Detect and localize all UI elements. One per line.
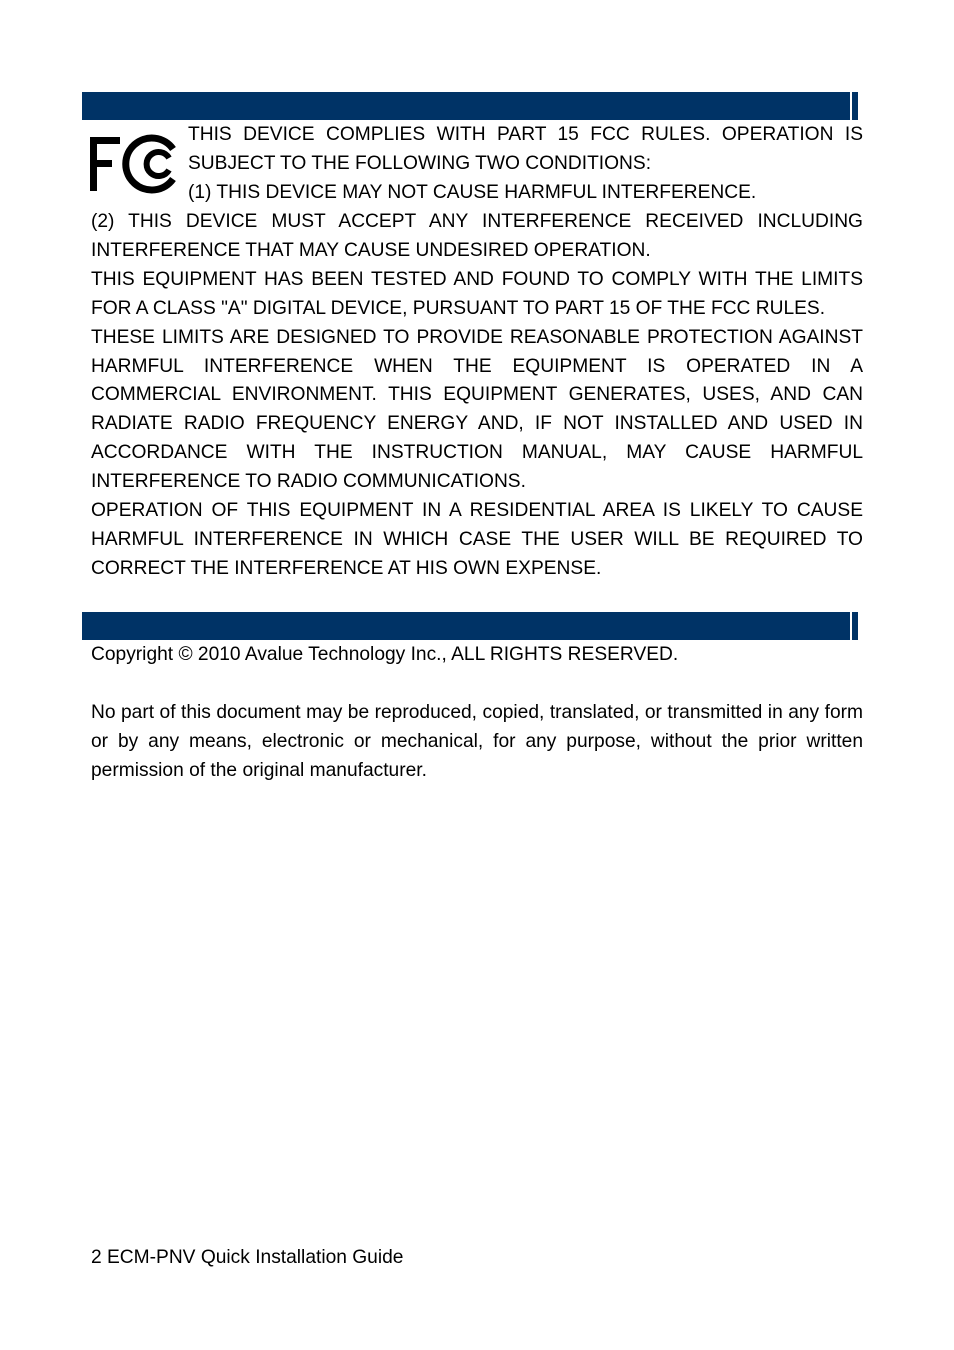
fcc-section-header-bar [82,92,858,120]
fcc-logo-icon [89,133,177,195]
fcc-body [91,208,863,584]
spacer [91,670,863,699]
fcc-intro [188,121,863,208]
copyright-statement: No part of this document may be reproduced, copied, translated, or transmitted in any form or by any means, electronic or mechanical, for any purpose, without the prior written permission of the original manufacturer. [91,701,863,781]
fcc-paragraph-2: THESE LIMITS ARE DESIGNED TO PROVIDE REASONABLE PROTECTION AGAINST HARMFUL INTERFERENCE WHEN THE EQUIPMENT IS OPERATED IN A COMMERCIAL ENVIRONMENT. THIS EQUIPMENT GENERATES, USES, AND CAN RADIATE RADIO FREQUENCY ENERGY AND, IF NOT INSTALLED AND USED IN ACCORDANCE WITH THE INSTRUCTION MANUAL, MAY CAUSE HARMFUL INTERFERENCE TO RADIO COMMUNICATIONS. [91,326,863,493]
copyright-notice: Copyright © 2010 Avalue Technology Inc., ALL RIGHTS RESERVED. [91,644,679,665]
fcc-intro-line-2: (1) THIS DEVICE MAY NOT CAUSE HARMFUL INTERFERENCE. [188,181,757,203]
fcc-intro-line-1: THIS DEVICE COMPLIES WITH PART 15 FCC RULES. OPERATION IS SUBJECT TO THE FOLLOWING TWO CONDITIONS: [188,124,863,174]
fcc-paragraph-1: THIS EQUIPMENT HAS BEEN TESTED AND FOUND TO COMPLY WITH THE LIMITS FOR A CLASS "A" DIGITAL DEVICE, PURSUANT TO PART 15 OF THE FCC RULES. [91,268,863,319]
page-footer: 2 ECM-PNV Quick Installation Guide [91,1247,404,1268]
fcc-condition-2: (2) THIS DEVICE MUST ACCEPT ANY INTERFERENCE RECEIVED INCLUDING INTERFERENCE THAT MAY CAUSE UNDESIRED OPERATION. [91,211,863,261]
fcc-paragraph-3: OPERATION OF THIS EQUIPMENT IN A RESIDENTIAL AREA IS LIKELY TO CAUSE HARMFUL INTERFERENCE IN WHICH CASE THE USER WILL BE REQUIRED TO CORRECT THE INTERFERENCE AT HIS OWN EXPENSE. [91,500,863,579]
copyright-block [91,641,863,786]
copyright-section-header-bar [82,612,858,640]
